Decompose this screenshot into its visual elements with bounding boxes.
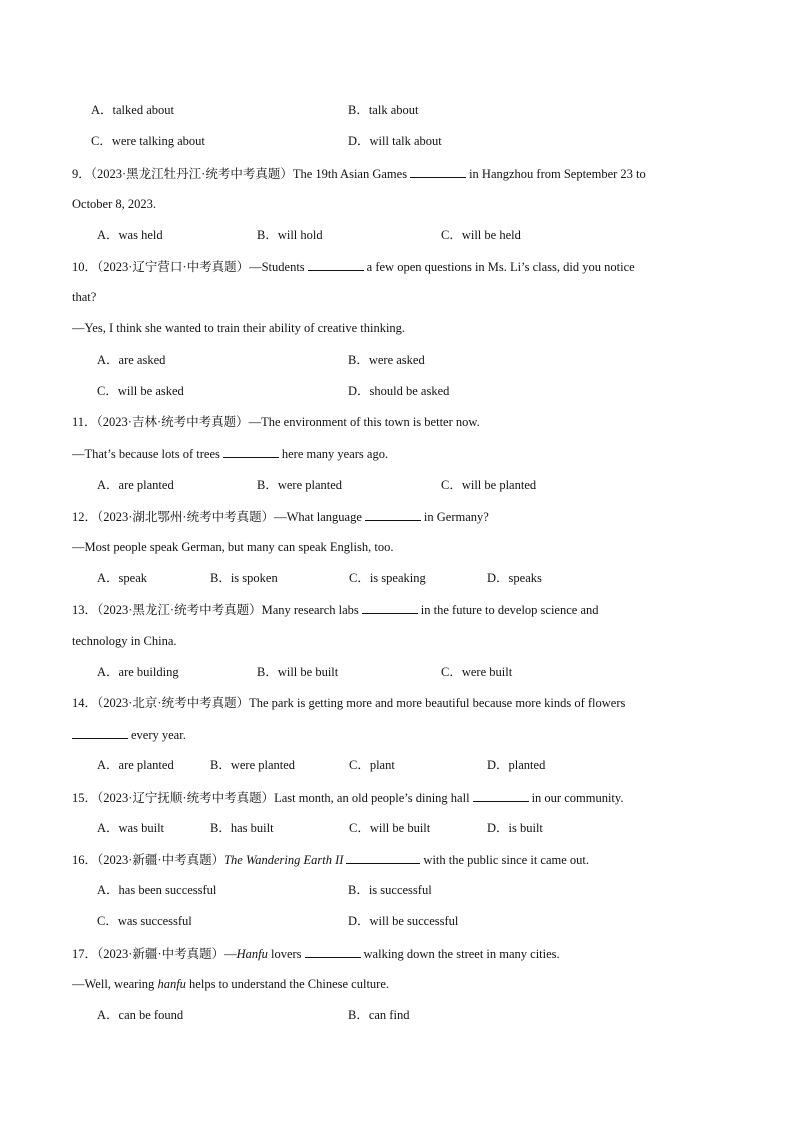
question-source: （2023·新疆·中考真题） bbox=[97, 853, 225, 867]
option-a[interactable]: A．are asked bbox=[97, 353, 166, 367]
question-text: in our community. bbox=[531, 791, 624, 805]
question-13 bbox=[72, 601, 599, 618]
question-number: 9． bbox=[72, 167, 91, 181]
option-b[interactable]: B．were asked bbox=[348, 353, 425, 367]
hanfu-term: Hanfu bbox=[236, 947, 268, 961]
question-12 bbox=[72, 508, 489, 525]
question-text: The park is getting more and more beautiful because more kinds of flowers bbox=[249, 696, 626, 710]
option-c[interactable]: C．were built bbox=[441, 665, 513, 679]
question-source: （2023·辽宁抚顺·统考中考真题） bbox=[97, 791, 275, 805]
question-text: every year. bbox=[131, 728, 186, 742]
question-text: in Germany? bbox=[423, 510, 489, 524]
option-d[interactable]: D．will talk about bbox=[348, 134, 442, 148]
question-number: 10． bbox=[72, 260, 98, 274]
option-a[interactable]: A．talked about bbox=[91, 103, 174, 117]
option-d[interactable]: D．speaks bbox=[487, 571, 542, 585]
option-a[interactable]: A．are planted bbox=[97, 758, 174, 772]
question-text: in Hangzhou from September 23 to bbox=[469, 167, 646, 181]
question-number: 17． bbox=[72, 947, 98, 961]
question-text-line bbox=[72, 726, 186, 743]
question-text: — bbox=[224, 947, 237, 961]
answer-blank[interactable] bbox=[365, 508, 421, 521]
question-15 bbox=[72, 789, 623, 806]
question-text: —What language bbox=[274, 510, 362, 524]
option-d[interactable]: D．is built bbox=[487, 821, 543, 835]
option-b[interactable]: B．were planted bbox=[210, 758, 296, 772]
question-text: in the future to develop science and bbox=[420, 603, 599, 617]
question-text: —Students bbox=[249, 260, 305, 274]
question-text: with the public since it came out. bbox=[423, 853, 590, 867]
option-c[interactable]: C．will be built bbox=[349, 821, 431, 835]
question-text: —Well, wearing bbox=[72, 977, 155, 991]
question-10 bbox=[72, 258, 635, 275]
option-b[interactable]: B．is spoken bbox=[210, 571, 278, 585]
option-b[interactable]: B．has built bbox=[210, 821, 274, 835]
question-text: a few open questions in Ms. Li’s class, did you notice bbox=[366, 260, 635, 274]
answer-blank[interactable] bbox=[473, 789, 529, 802]
question-source: （2023·吉林·统考中考真题） bbox=[96, 415, 249, 429]
option-d[interactable]: D．will be successful bbox=[348, 914, 459, 928]
option-b[interactable]: B．will be built bbox=[257, 665, 339, 679]
option-d[interactable]: D．should be asked bbox=[348, 384, 450, 398]
dialogue-line: —Most people speak German, but many can speak English, too. bbox=[72, 540, 394, 554]
question-text-line: that? bbox=[72, 290, 97, 304]
option-b[interactable]: B．is successful bbox=[348, 883, 432, 897]
question-text-line: October 8, 2023. bbox=[72, 197, 157, 211]
question-17 bbox=[72, 945, 560, 962]
question-text: helps to understand the Chinese culture. bbox=[189, 977, 389, 991]
option-c[interactable]: C．will be asked bbox=[97, 384, 184, 398]
answer-blank[interactable] bbox=[305, 945, 361, 958]
question-text: Last month, an old people’s dining hall bbox=[274, 791, 470, 805]
option-a[interactable]: A．are building bbox=[97, 665, 179, 679]
question-source: （2023·北京·统考中考真题） bbox=[97, 696, 250, 710]
option-b[interactable]: B．were planted bbox=[257, 478, 343, 492]
answer-blank[interactable] bbox=[346, 851, 420, 864]
question-source: （2023·新疆·中考真题） bbox=[97, 947, 225, 961]
question-source: （2023·黑龙江牡丹江·统考中考真题） bbox=[90, 167, 293, 181]
option-d[interactable]: D．planted bbox=[487, 758, 546, 772]
option-a[interactable]: A．was built bbox=[97, 821, 165, 835]
option-b[interactable]: B．will hold bbox=[257, 228, 323, 242]
option-c[interactable]: C．will be planted bbox=[441, 478, 537, 492]
dialogue-line bbox=[72, 445, 388, 462]
question-number: 16． bbox=[72, 853, 98, 867]
answer-blank[interactable] bbox=[308, 258, 364, 271]
question-text: Many research labs bbox=[261, 603, 359, 617]
question-number: 13． bbox=[72, 603, 98, 617]
question-number: 14． bbox=[72, 696, 98, 710]
option-a[interactable]: A．was held bbox=[97, 228, 163, 242]
answer-blank[interactable] bbox=[72, 726, 128, 739]
answer-blank[interactable] bbox=[223, 445, 279, 458]
option-c[interactable]: C．was successful bbox=[97, 914, 192, 928]
question-text: The 19th Asian Games bbox=[292, 167, 408, 181]
film-title: The Wandering Earth II bbox=[224, 853, 344, 867]
dialogue-line bbox=[72, 976, 389, 992]
answer-blank[interactable] bbox=[410, 165, 466, 178]
option-c[interactable]: C．will be held bbox=[441, 228, 521, 242]
hanfu-term: hanfu bbox=[157, 977, 186, 991]
option-c[interactable]: C．were talking about bbox=[91, 134, 205, 148]
option-a[interactable]: A．has been successful bbox=[97, 883, 217, 897]
question-number: 15． bbox=[72, 791, 98, 805]
option-a[interactable]: A．are planted bbox=[97, 478, 174, 492]
question-text: lovers bbox=[270, 947, 302, 961]
answer-blank[interactable] bbox=[362, 601, 418, 614]
question-number: 11． bbox=[72, 415, 97, 429]
option-c[interactable]: C．is speaking bbox=[349, 571, 426, 585]
question-source: （2023·黑龙江·统考中考真题） bbox=[97, 603, 262, 617]
question-14 bbox=[72, 695, 625, 711]
question-text-line: technology in China. bbox=[72, 634, 177, 648]
dialogue-line: —Yes, I think she wanted to train their ability of creative thinking. bbox=[72, 321, 406, 335]
option-b[interactable]: B．talk about bbox=[348, 103, 419, 117]
question-number: 12． bbox=[72, 510, 98, 524]
question-text: walking down the street in many cities. bbox=[363, 947, 560, 961]
option-a[interactable]: A．speak bbox=[97, 571, 147, 585]
question-source: （2023·辽宁营口·中考真题） bbox=[97, 260, 250, 274]
question-16 bbox=[72, 851, 589, 868]
question-11 bbox=[72, 414, 480, 430]
question-9 bbox=[72, 165, 646, 182]
question-text: —The environment of this town is better now. bbox=[248, 415, 480, 429]
option-b[interactable]: B．can find bbox=[348, 1008, 410, 1022]
question-text: here many years ago. bbox=[281, 447, 389, 461]
question-text: —That’s because lots of trees bbox=[72, 447, 220, 461]
option-a[interactable]: A．can be found bbox=[97, 1008, 184, 1022]
question-source: （2023·湖北鄂州·统考中考真题） bbox=[97, 510, 275, 524]
option-c[interactable]: C．plant bbox=[349, 758, 395, 772]
